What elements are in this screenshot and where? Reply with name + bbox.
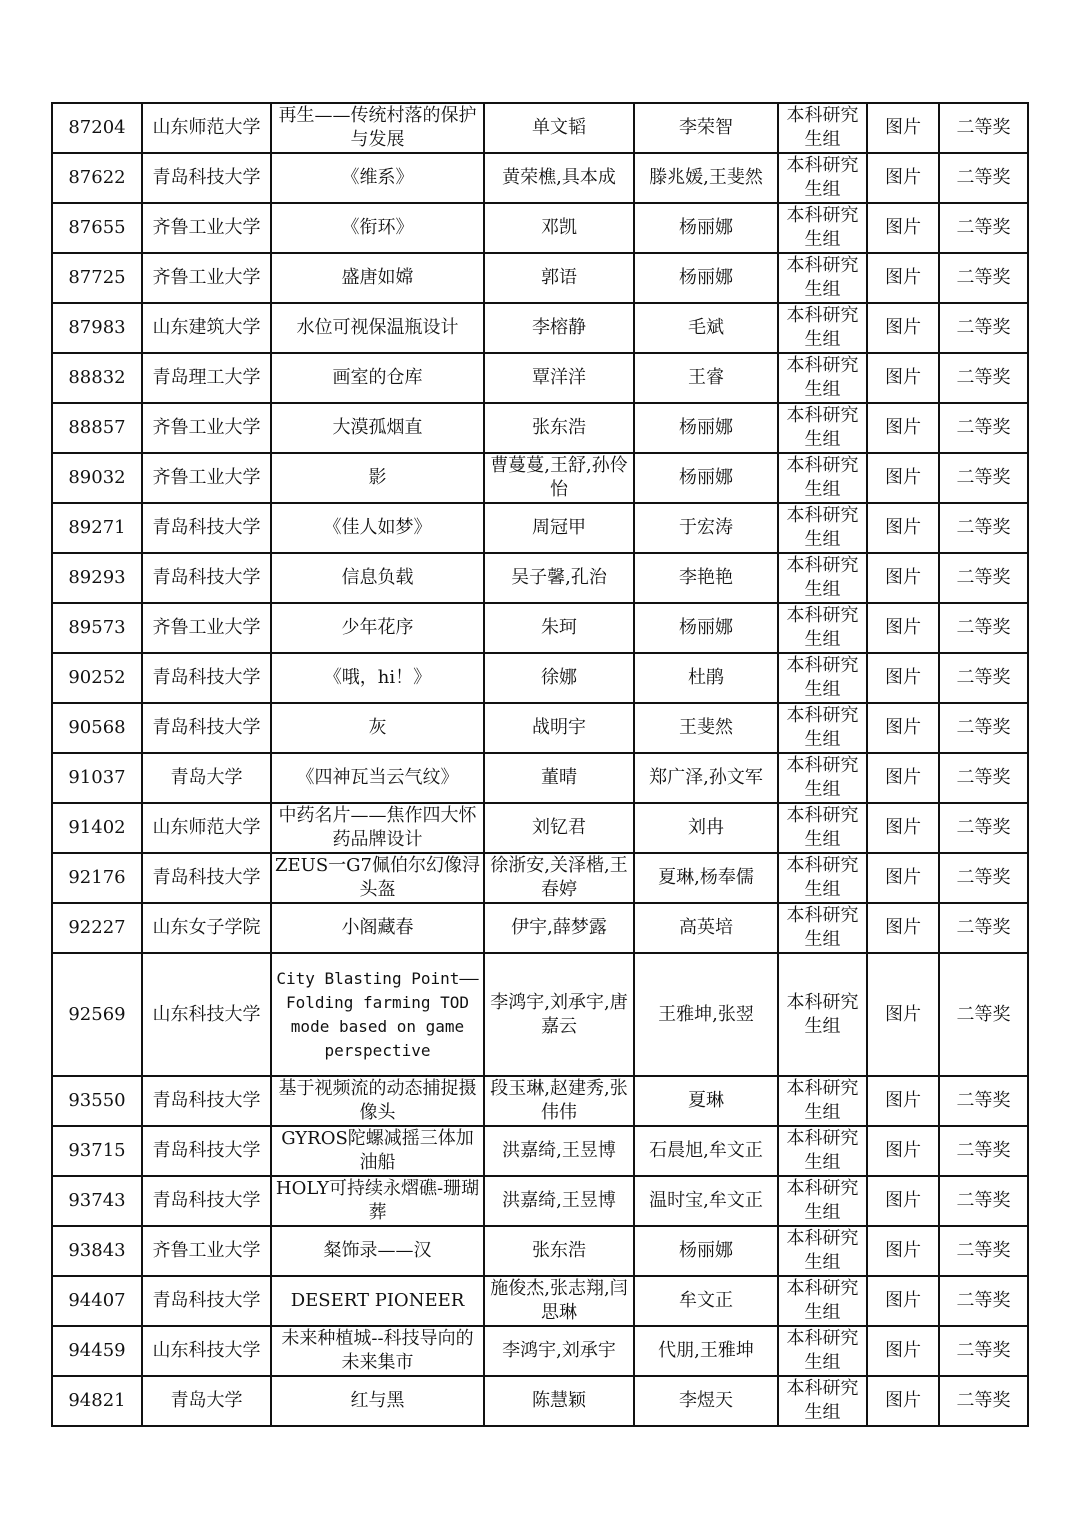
authors-cell: 伊宇,薛梦露 [484, 903, 634, 953]
school-name-cell: 山东建筑大学 [142, 303, 271, 353]
school-name-cell: 青岛理工大学 [142, 353, 271, 403]
school-name-cell: 青岛科技大学 [142, 153, 271, 203]
table-row [52, 253, 1028, 303]
award-level-cell: 二等奖 [939, 1376, 1028, 1426]
category-cell: 本科研究生组 [778, 1276, 867, 1326]
table-row [52, 303, 1028, 353]
entry-id-cell: 91402 [52, 803, 142, 853]
award-level-cell: 二等奖 [939, 353, 1028, 403]
category-cell: 本科研究生组 [778, 353, 867, 403]
school-name-cell: 青岛科技大学 [142, 653, 271, 703]
work-title-cell: 粲饰录——汉 [271, 1226, 484, 1276]
entry-id-cell: 87725 [52, 253, 142, 303]
table-row [52, 1076, 1028, 1126]
school-name-cell: 齐鲁工业大学 [142, 1226, 271, 1276]
authors-cell: 施俊杰,张志翔,闫思琳 [484, 1276, 634, 1326]
advisor-cell: 夏琳,杨奉儒 [634, 853, 778, 903]
entry-id-cell: 87204 [52, 103, 142, 153]
advisor-cell: 王斐然 [634, 703, 778, 753]
advisor-cell: 李荣智 [634, 103, 778, 153]
category-cell: 本科研究生组 [778, 203, 867, 253]
table-row [52, 803, 1028, 853]
authors-cell: 李榕静 [484, 303, 634, 353]
authors-cell: 洪嘉绮,王昱博 [484, 1126, 634, 1176]
school-name-cell: 青岛科技大学 [142, 1126, 271, 1176]
category-cell: 本科研究生组 [778, 703, 867, 753]
work-title-cell: 中药名片——焦作四大怀药品牌设计 [271, 803, 484, 853]
authors-cell: 张东浩 [484, 1226, 634, 1276]
table-row [52, 153, 1028, 203]
entry-id-cell: 87655 [52, 203, 142, 253]
category-cell: 本科研究生组 [778, 953, 867, 1076]
authors-cell: 曹蔓蔓,王舒,孙伶怡 [484, 453, 634, 503]
table-row [52, 103, 1028, 153]
work-title-cell: 《衔环》 [271, 203, 484, 253]
advisor-cell: 毛斌 [634, 303, 778, 353]
entry-id-cell: 94821 [52, 1376, 142, 1426]
work-title-cell: 大漠孤烟直 [271, 403, 484, 453]
advisor-cell: 杨丽娜 [634, 453, 778, 503]
table-row [52, 403, 1028, 453]
work-type-cell: 图片 [867, 853, 939, 903]
work-type-cell: 图片 [867, 153, 939, 203]
entry-id-cell: 89271 [52, 503, 142, 553]
table-row [52, 1326, 1028, 1376]
category-cell: 本科研究生组 [778, 903, 867, 953]
school-name-cell: 齐鲁工业大学 [142, 603, 271, 653]
category-cell: 本科研究生组 [778, 403, 867, 453]
category-cell: 本科研究生组 [778, 253, 867, 303]
work-type-cell: 图片 [867, 1126, 939, 1176]
school-name-cell: 山东科技大学 [142, 953, 271, 1076]
award-level-cell: 二等奖 [939, 1126, 1028, 1176]
work-title-cell: HOLY可持续永熠礁-珊瑚葬 [271, 1176, 484, 1226]
category-cell: 本科研究生组 [778, 1326, 867, 1376]
school-name-cell: 山东师范大学 [142, 103, 271, 153]
award-level-cell: 二等奖 [939, 753, 1028, 803]
advisor-cell: 杨丽娜 [634, 203, 778, 253]
work-type-cell: 图片 [867, 1176, 939, 1226]
award-level-cell: 二等奖 [939, 703, 1028, 753]
award-level-cell: 二等奖 [939, 103, 1028, 153]
advisor-cell: 李艳艳 [634, 553, 778, 603]
category-cell: 本科研究生组 [778, 103, 867, 153]
advisor-cell: 李煜天 [634, 1376, 778, 1426]
work-title-cell: 信息负载 [271, 553, 484, 603]
work-title-cell: 《四神瓦当云气纹》 [271, 753, 484, 803]
award-level-cell: 二等奖 [939, 453, 1028, 503]
award-level-cell: 二等奖 [939, 553, 1028, 603]
category-cell: 本科研究生组 [778, 853, 867, 903]
award-level-cell: 二等奖 [939, 1276, 1028, 1326]
entry-id-cell: 94407 [52, 1276, 142, 1326]
award-level-cell: 二等奖 [939, 153, 1028, 203]
school-name-cell: 青岛科技大学 [142, 853, 271, 903]
category-cell: 本科研究生组 [778, 603, 867, 653]
table-row [52, 203, 1028, 253]
school-name-cell: 山东师范大学 [142, 803, 271, 853]
work-type-cell: 图片 [867, 1226, 939, 1276]
advisor-cell: 滕兆媛,王斐然 [634, 153, 778, 203]
category-cell: 本科研究生组 [778, 1076, 867, 1126]
entry-id-cell: 93715 [52, 1126, 142, 1176]
advisor-cell: 郑广泽,孙文军 [634, 753, 778, 803]
authors-cell: 张东浩 [484, 403, 634, 453]
authors-cell: 周冠甲 [484, 503, 634, 553]
work-type-cell: 图片 [867, 1376, 939, 1426]
work-title-cell: 画室的仓库 [271, 353, 484, 403]
authors-cell: 战明宇 [484, 703, 634, 753]
award-level-cell: 二等奖 [939, 203, 1028, 253]
table-row [52, 603, 1028, 653]
work-type-cell: 图片 [867, 103, 939, 153]
award-level-cell: 二等奖 [939, 303, 1028, 353]
work-title-cell: 《哦，hi！》 [271, 653, 484, 703]
authors-cell: 董晴 [484, 753, 634, 803]
work-title-cell: 灰 [271, 703, 484, 753]
award-level-cell: 二等奖 [939, 803, 1028, 853]
award-level-cell: 二等奖 [939, 1326, 1028, 1376]
advisor-cell: 王睿 [634, 353, 778, 403]
work-title-cell: 基于视频流的动态捕捉摄像头 [271, 1076, 484, 1126]
category-cell: 本科研究生组 [778, 1376, 867, 1426]
work-type-cell: 图片 [867, 553, 939, 603]
work-title-cell: 《维系》 [271, 153, 484, 203]
table-row [52, 703, 1028, 753]
award-level-cell: 二等奖 [939, 853, 1028, 903]
work-type-cell: 图片 [867, 1276, 939, 1326]
work-type-cell: 图片 [867, 703, 939, 753]
table-row [52, 503, 1028, 553]
table-row [52, 1176, 1028, 1226]
entry-id-cell: 88832 [52, 353, 142, 403]
work-title-cell: GYROS陀螺减摇三体加油船 [271, 1126, 484, 1176]
work-type-cell: 图片 [867, 753, 939, 803]
work-title-cell: 《佳人如梦》 [271, 503, 484, 553]
advisor-cell: 夏琳 [634, 1076, 778, 1126]
school-name-cell: 青岛科技大学 [142, 703, 271, 753]
advisor-cell: 杨丽娜 [634, 403, 778, 453]
entry-id-cell: 91037 [52, 753, 142, 803]
school-name-cell: 青岛科技大学 [142, 503, 271, 553]
advisor-cell: 杜鹃 [634, 653, 778, 703]
work-title-cell: 未来种植城--科技导向的未来集市 [271, 1326, 484, 1376]
award-level-cell: 二等奖 [939, 253, 1028, 303]
table-row [52, 453, 1028, 503]
work-type-cell: 图片 [867, 353, 939, 403]
category-cell: 本科研究生组 [778, 653, 867, 703]
entry-id-cell: 87983 [52, 303, 142, 353]
work-type-cell: 图片 [867, 503, 939, 553]
school-name-cell: 青岛科技大学 [142, 1276, 271, 1326]
authors-cell: 李鸿宇,刘承宇 [484, 1326, 634, 1376]
authors-cell: 黄荣樵,具本成 [484, 153, 634, 203]
work-type-cell: 图片 [867, 303, 939, 353]
authors-cell: 单文韬 [484, 103, 634, 153]
entry-id-cell: 89573 [52, 603, 142, 653]
authors-cell: 刘钇君 [484, 803, 634, 853]
category-cell: 本科研究生组 [778, 153, 867, 203]
category-cell: 本科研究生组 [778, 803, 867, 853]
work-title-cell: City Blasting Point——Folding farming TOD mode based on game perspective [271, 953, 484, 1076]
school-name-cell: 青岛大学 [142, 1376, 271, 1426]
work-type-cell: 图片 [867, 803, 939, 853]
work-type-cell: 图片 [867, 903, 939, 953]
table-body [52, 103, 1028, 1426]
school-name-cell: 齐鲁工业大学 [142, 403, 271, 453]
category-cell: 本科研究生组 [778, 303, 867, 353]
school-name-cell: 青岛大学 [142, 753, 271, 803]
award-level-cell: 二等奖 [939, 1176, 1028, 1226]
category-cell: 本科研究生组 [778, 753, 867, 803]
advisor-cell: 杨丽娜 [634, 253, 778, 303]
award-level-cell: 二等奖 [939, 903, 1028, 953]
school-name-cell: 山东女子学院 [142, 903, 271, 953]
advisor-cell: 代朋,王雅坤 [634, 1326, 778, 1376]
awards-table [51, 102, 1029, 1427]
work-type-cell: 图片 [867, 453, 939, 503]
entry-id-cell: 88857 [52, 403, 142, 453]
work-title-cell: 小阁藏春 [271, 903, 484, 953]
table-row [52, 1376, 1028, 1426]
entry-id-cell: 92569 [52, 953, 142, 1076]
table-row [52, 653, 1028, 703]
table-row [52, 953, 1028, 1076]
advisor-cell: 刘冉 [634, 803, 778, 853]
entry-id-cell: 90568 [52, 703, 142, 753]
authors-cell: 段玉琳,赵建秀,张伟伟 [484, 1076, 634, 1126]
authors-cell: 徐浙安,关泽楷,王春婷 [484, 853, 634, 903]
authors-cell: 陈慧颖 [484, 1376, 634, 1426]
entry-id-cell: 87622 [52, 153, 142, 203]
entry-id-cell: 90252 [52, 653, 142, 703]
school-name-cell: 山东科技大学 [142, 1326, 271, 1376]
school-name-cell: 齐鲁工业大学 [142, 453, 271, 503]
advisor-cell: 石晨旭,牟文正 [634, 1126, 778, 1176]
award-level-cell: 二等奖 [939, 1076, 1028, 1126]
school-name-cell: 青岛科技大学 [142, 553, 271, 603]
work-title-cell: 少年花序 [271, 603, 484, 653]
table-row [52, 353, 1028, 403]
school-name-cell: 齐鲁工业大学 [142, 203, 271, 253]
advisor-cell: 高英培 [634, 903, 778, 953]
category-cell: 本科研究生组 [778, 453, 867, 503]
authors-cell: 覃洋洋 [484, 353, 634, 403]
table-row [52, 1226, 1028, 1276]
category-cell: 本科研究生组 [778, 1126, 867, 1176]
category-cell: 本科研究生组 [778, 1176, 867, 1226]
entry-id-cell: 93550 [52, 1076, 142, 1126]
work-title-cell: 红与黑 [271, 1376, 484, 1426]
advisor-cell: 杨丽娜 [634, 1226, 778, 1276]
advisor-cell: 于宏涛 [634, 503, 778, 553]
work-type-cell: 图片 [867, 953, 939, 1076]
advisor-cell: 牟文正 [634, 1276, 778, 1326]
work-type-cell: 图片 [867, 403, 939, 453]
table-row [52, 553, 1028, 603]
work-type-cell: 图片 [867, 203, 939, 253]
entry-id-cell: 89032 [52, 453, 142, 503]
award-level-cell: 二等奖 [939, 953, 1028, 1076]
work-title-cell: 水位可视保温瓶设计 [271, 303, 484, 353]
table-row [52, 903, 1028, 953]
category-cell: 本科研究生组 [778, 1226, 867, 1276]
school-name-cell: 青岛科技大学 [142, 1076, 271, 1126]
entry-id-cell: 93843 [52, 1226, 142, 1276]
category-cell: 本科研究生组 [778, 503, 867, 553]
authors-cell: 郭语 [484, 253, 634, 303]
work-type-cell: 图片 [867, 253, 939, 303]
authors-cell: 徐娜 [484, 653, 634, 703]
table-row [52, 1276, 1028, 1326]
entry-id-cell: 94459 [52, 1326, 142, 1376]
advisor-cell: 王雅坤,张翌 [634, 953, 778, 1076]
table-row [52, 753, 1028, 803]
school-name-cell: 齐鲁工业大学 [142, 253, 271, 303]
authors-cell: 李鸿宇,刘承宇,唐嘉云 [484, 953, 634, 1076]
work-title-cell: ZEUS一G7佩伯尔幻像浔头盔 [271, 853, 484, 903]
authors-cell: 邓凯 [484, 203, 634, 253]
entry-id-cell: 89293 [52, 553, 142, 603]
entry-id-cell: 92176 [52, 853, 142, 903]
advisor-cell: 温时宝,牟文正 [634, 1176, 778, 1226]
work-title-cell: DESERT PIONEER [271, 1276, 484, 1326]
entry-id-cell: 92227 [52, 903, 142, 953]
table-row [52, 853, 1028, 903]
work-type-cell: 图片 [867, 1076, 939, 1126]
award-level-cell: 二等奖 [939, 653, 1028, 703]
entry-id-cell: 93743 [52, 1176, 142, 1226]
advisor-cell: 杨丽娜 [634, 603, 778, 653]
category-cell: 本科研究生组 [778, 553, 867, 603]
award-level-cell: 二等奖 [939, 403, 1028, 453]
work-title-cell: 盛唐如嫦 [271, 253, 484, 303]
work-title-cell: 影 [271, 453, 484, 503]
table-row [52, 1126, 1028, 1176]
award-level-cell: 二等奖 [939, 503, 1028, 553]
authors-cell: 吴子馨,孔治 [484, 553, 634, 603]
authors-cell: 洪嘉绮,王昱博 [484, 1176, 634, 1226]
work-type-cell: 图片 [867, 1326, 939, 1376]
award-level-cell: 二等奖 [939, 603, 1028, 653]
authors-cell: 朱珂 [484, 603, 634, 653]
work-type-cell: 图片 [867, 653, 939, 703]
school-name-cell: 青岛科技大学 [142, 1176, 271, 1226]
work-title-cell: 再生——传统村落的保护与发展 [271, 103, 484, 153]
work-type-cell: 图片 [867, 603, 939, 653]
award-level-cell: 二等奖 [939, 1226, 1028, 1276]
